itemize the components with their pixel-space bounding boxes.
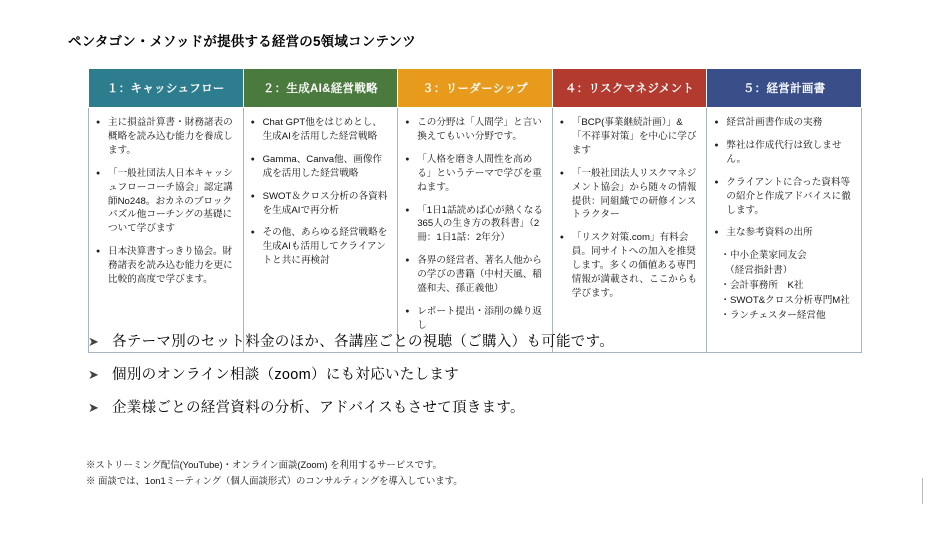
arrow-icon: ➤ bbox=[88, 399, 100, 415]
list-item: ● この分野は「人間学」と言い換えてもいい分野です。 bbox=[405, 116, 545, 144]
column-header-5: ５：経営計画書 bbox=[707, 69, 862, 108]
list-item: ● 主な参考資料の出所 bbox=[714, 226, 854, 240]
footnotes bbox=[86, 457, 463, 489]
bullet-text: 各テーマ別のセット料金のほか、各講座ごとの視聴（ご購入）も可能です。 bbox=[112, 334, 615, 350]
column-3-list bbox=[405, 116, 545, 333]
list-item: ● 弊社は作成代行は致しません。 bbox=[714, 139, 854, 167]
list-item: ● レポート提出・添削の繰り返し bbox=[405, 305, 545, 333]
list-item: ● 「BCP(事業継続計画）」&「不祥事対策」を中心に学びます bbox=[560, 116, 700, 158]
list-item: ● 「一般社団法人日本キャッシュフローコーチ協会」認定講師No248。おカネのブロックパズル他コーチングの基礎について学びます bbox=[96, 167, 236, 237]
list-item: ● SWOT＆クロス分析の各資料を生成AIで再分析 bbox=[251, 190, 391, 218]
content-matrix bbox=[88, 68, 862, 353]
list-item: ● 主に損益計算書・財務諸表の概略を読み込む能力を養成します。 bbox=[96, 116, 236, 158]
list-item: ● その他、あらゆる経営戦略を生成AIも活用してクライアントと共に再検討 bbox=[251, 226, 391, 268]
list-subitem: ・ランチェスター経営他 bbox=[720, 309, 826, 321]
column-header-3: ３：リーダーシップ bbox=[398, 69, 553, 108]
page-title: ペンタゴン・メソッドが提供する経営の5領域コンテンツ bbox=[68, 34, 416, 49]
list-item: ● Gamma、Canva他、画像作成を活用した経営戦略 bbox=[251, 153, 391, 181]
list-item: ● 各界の経営者、著名人他からの学びの書籍（中村天風、稲盛和夫、孫正義他） bbox=[405, 254, 545, 296]
list-item: ● 日本決算書すっきり協会。財務諸表を読み込む能力を更に比較的高度で学びます。 bbox=[96, 245, 236, 287]
matrix-header-row bbox=[89, 69, 862, 108]
list-item: ● クライアントに合った資料等の紹介と作成アドバイスに徹します。 bbox=[714, 176, 854, 218]
list-subitem: ・会計事務所 K社 bbox=[720, 280, 804, 292]
list-item: ● 「1日1話読めば心が熱くなる365人の生き方の教科書」（2冊：1日1話：2年分） bbox=[405, 204, 545, 246]
column-header-2: ２：生成AI&経営戦略 bbox=[243, 69, 398, 108]
column-1-list bbox=[96, 116, 236, 287]
column-body-4 bbox=[552, 108, 707, 353]
column-body-3 bbox=[398, 108, 553, 353]
bullet-text: 企業様ごとの経営資料の分析、アドバイスもさせて頂きます。 bbox=[112, 399, 525, 416]
arrow-icon: ➤ bbox=[88, 334, 100, 349]
column-header-4: ４：リスクマネジメント bbox=[552, 69, 707, 108]
page-edge-mark bbox=[922, 478, 923, 504]
bullet-text: 個別のオンライン相談（zoom）にも対応いたします bbox=[112, 366, 460, 383]
bullet-item bbox=[88, 399, 868, 418]
column-header-1: １：キャッシュフロー bbox=[89, 69, 244, 108]
column-body-5 bbox=[707, 108, 862, 353]
column-2-list bbox=[251, 116, 391, 268]
list-subitem: ・中小企業家同友会 bbox=[720, 250, 807, 262]
column-body-1 bbox=[89, 108, 244, 353]
column-4-list bbox=[560, 116, 700, 301]
summary-bullets bbox=[88, 333, 868, 432]
list-item: ● 「一般社団法人リスクマネジメント協会」から随々の情報提供：同組織での研修インストラクター bbox=[560, 167, 700, 223]
list-item: ● 経営計画書作成の実務 bbox=[714, 116, 854, 130]
matrix-body-row bbox=[89, 108, 862, 353]
bullet-item bbox=[88, 366, 868, 385]
list-item: ● 「リスク対策.com」有料会員。同サイトへの加入を推奨します。多くの価値ある専門情報が満載され、ここからも学びます。 bbox=[560, 231, 700, 301]
list-subitem: （経営指針書） bbox=[720, 265, 793, 277]
bullet-item bbox=[88, 333, 868, 352]
matrix-table bbox=[88, 68, 862, 353]
column-body-2 bbox=[243, 108, 398, 353]
list-item: ● 「人格を磨き人間性を高める」というテーマで学びを重ねます。 bbox=[405, 153, 545, 195]
list-item: ● Chat GPT他をはじめとし、生成AIを活用した経営戦略 bbox=[251, 116, 391, 144]
footnote-line: ※ストリーミング配信(YouTube)・オンライン面談(Zoom) を利用するサービスです。 bbox=[86, 459, 442, 470]
column-5-list bbox=[714, 116, 854, 323]
list-subitem: ・SWOT&クロス分析専門M社 bbox=[720, 295, 850, 307]
arrow-icon: ➤ bbox=[88, 366, 100, 382]
footnote-line: ※ 面談では、1on1ミーティング（個人面談形式）のコンサルティングを導入しています。 bbox=[86, 474, 463, 486]
